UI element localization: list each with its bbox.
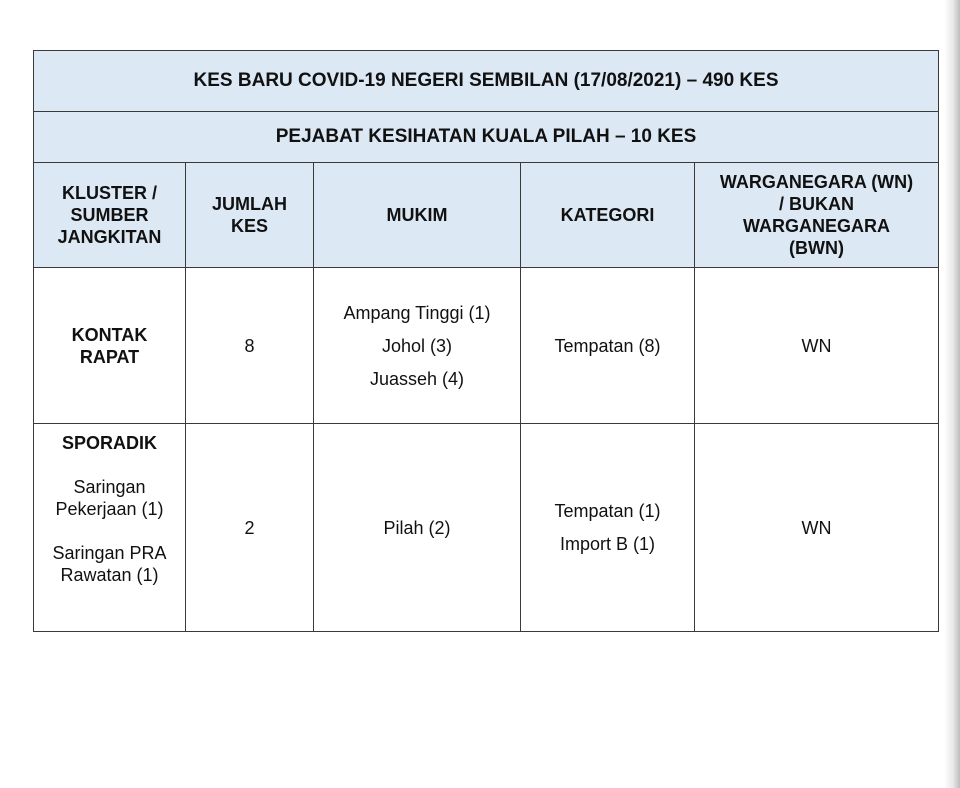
header-kluster bbox=[34, 163, 186, 268]
table-row bbox=[34, 424, 939, 632]
kategori-item: Tempatan (8) bbox=[554, 335, 661, 356]
kluster-heading: SPORADIK bbox=[61, 433, 157, 453]
mukim-item: Juasseh (4) bbox=[369, 368, 465, 389]
mukim-item: Johol (3) bbox=[381, 335, 453, 356]
header-kategori: KATEGORI bbox=[521, 163, 695, 268]
kluster-item-line: Saringan bbox=[73, 477, 146, 497]
header-warganegara-line: / BUKAN bbox=[779, 194, 855, 214]
header-row bbox=[34, 163, 939, 268]
mukim-item: Ampang Tinggi (1) bbox=[343, 302, 491, 323]
cell-warganegara: WN bbox=[695, 424, 939, 632]
header-kluster-line: KLUSTER / bbox=[61, 183, 157, 203]
kluster-item bbox=[34, 542, 185, 586]
cell-jumlah: 8 bbox=[186, 268, 314, 424]
table-subtitle: PEJABAT KESIHATAN KUALA PILAH – 10 KES bbox=[34, 112, 939, 163]
header-warganegara-line: (BWN) bbox=[789, 238, 844, 258]
kategori-item: Import B (1) bbox=[559, 534, 656, 554]
header-mukim: MUKIM bbox=[314, 163, 521, 268]
kluster-item-line: Rawatan (1) bbox=[60, 565, 159, 585]
cell-kluster bbox=[34, 424, 186, 632]
table-row bbox=[34, 268, 939, 424]
header-warganegara bbox=[695, 163, 939, 268]
kluster-item bbox=[34, 476, 185, 520]
table-title: KES BARU COVID-19 NEGERI SEMBILAN (17/08/2021) – 490 KES bbox=[34, 51, 939, 112]
cell-kategori bbox=[521, 424, 695, 632]
covid-cases-table bbox=[33, 50, 939, 632]
page-edge-shadow bbox=[944, 0, 960, 788]
kluster-line: KONTAK bbox=[71, 324, 148, 345]
kluster-item-line: Pekerjaan (1) bbox=[55, 499, 164, 519]
header-jumlah-line: JUMLAH bbox=[212, 194, 287, 214]
kluster-line: RAPAT bbox=[79, 346, 140, 367]
kategori-item: Tempatan (1) bbox=[554, 501, 661, 521]
header-warganegara-line: WARGANEGARA (WN) bbox=[719, 172, 914, 192]
kluster-item-line: Saringan PRA bbox=[52, 543, 167, 563]
mukim-item: Pilah (2) bbox=[383, 517, 451, 538]
header-kluster-line: SUMBER bbox=[70, 205, 149, 225]
cell-kluster bbox=[34, 268, 186, 424]
header-kluster-line: JANGKITAN bbox=[57, 227, 162, 247]
header-jumlah bbox=[186, 163, 314, 268]
cell-kategori bbox=[521, 268, 695, 424]
cell-mukim bbox=[314, 268, 521, 424]
cell-warganegara: WN bbox=[695, 268, 939, 424]
cell-jumlah: 2 bbox=[186, 424, 314, 632]
header-jumlah-line: KES bbox=[230, 216, 268, 236]
cell-mukim bbox=[314, 424, 521, 632]
header-warganegara-line: WARGANEGARA bbox=[743, 216, 891, 236]
